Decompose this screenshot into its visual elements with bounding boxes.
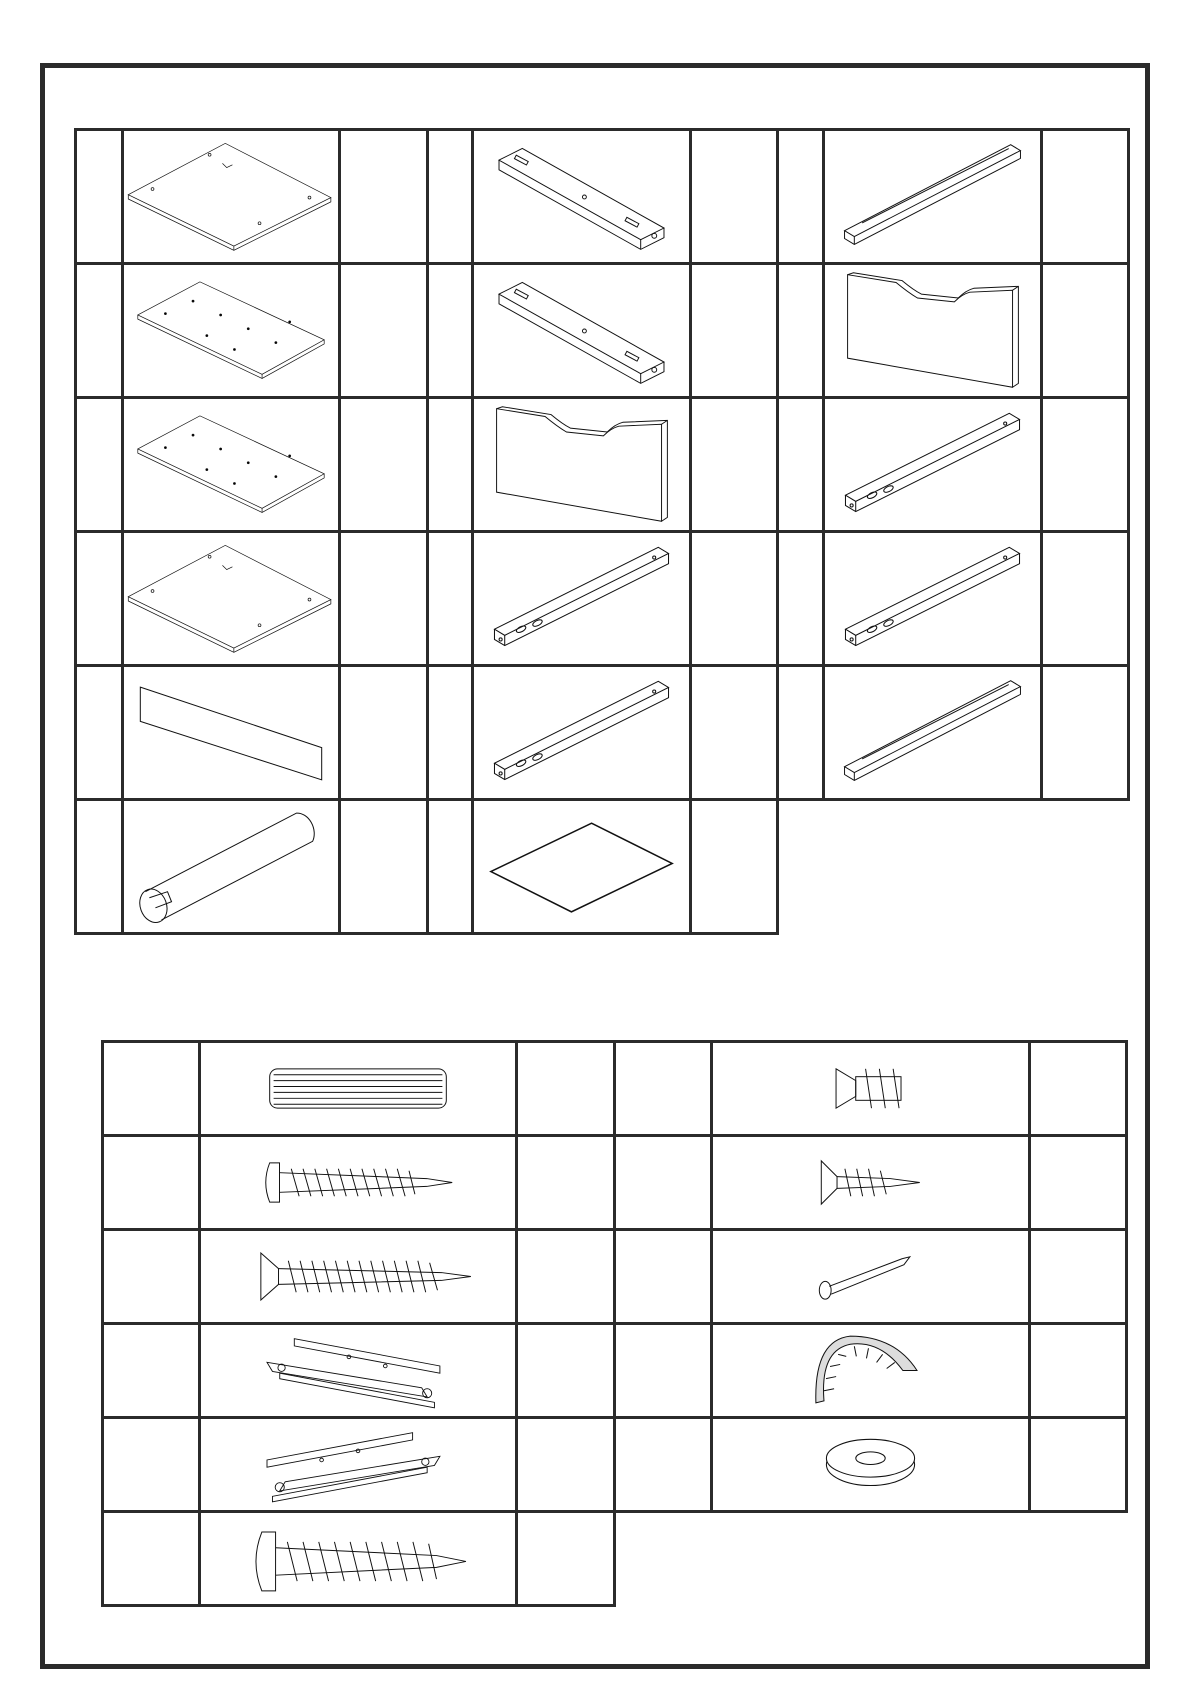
- drawer-slide-right-icon: [200, 1418, 517, 1512]
- part-quantity-cell: [1042, 398, 1129, 532]
- dowel-tube-icon: [123, 800, 340, 934]
- hardware-parts-table: [101, 1040, 1128, 1607]
- part-quantity-cell: [1030, 1042, 1127, 1136]
- part-quantity-cell: [517, 1230, 615, 1324]
- part-label-cell: [615, 1136, 712, 1230]
- part-quantity-cell: [1042, 264, 1129, 398]
- part-label-cell: [778, 264, 824, 398]
- part-quantity-cell: [517, 1042, 615, 1136]
- panel-drilled-board-icon: [123, 398, 340, 532]
- part-label-cell: [76, 532, 123, 666]
- hardware-row: [103, 1042, 1127, 1136]
- part-label-cell: [615, 1324, 712, 1418]
- part-quantity-cell: [691, 398, 778, 532]
- part-quantity-cell: [1042, 666, 1129, 800]
- wooden-dowel-icon: [200, 1042, 517, 1136]
- short-flat-screw-icon: [712, 1136, 1030, 1230]
- part-quantity-cell: [340, 398, 428, 532]
- part-label-cell: [428, 264, 473, 398]
- shelf-with-groove-icon: [824, 130, 1042, 264]
- part-quantity-cell: [691, 800, 778, 934]
- long-flat-screw-icon: [200, 1230, 517, 1324]
- part-quantity-cell: [517, 1512, 615, 1606]
- drawer-side-panel-icon: [824, 398, 1042, 532]
- hardware-row: [103, 1324, 1127, 1418]
- part-label-cell: [103, 1418, 200, 1512]
- part-label-cell: [103, 1230, 200, 1324]
- panel-row: [76, 398, 1129, 532]
- part-quantity-cell: [340, 800, 428, 934]
- part-quantity-cell: [1030, 1324, 1127, 1418]
- empty-cell: [778, 800, 824, 934]
- part-label-cell: [778, 398, 824, 532]
- part-label-cell: [428, 130, 473, 264]
- empty-cell: [615, 1512, 712, 1606]
- part-quantity-cell: [691, 532, 778, 666]
- part-label-cell: [76, 800, 123, 934]
- drawer-slide-left-icon: [200, 1324, 517, 1418]
- panel-parts-table: [74, 128, 1130, 935]
- part-quantity-cell: [340, 666, 428, 800]
- empty-cell: [1030, 1512, 1127, 1606]
- hardware-row: [103, 1418, 1127, 1512]
- panel-drilled-board-icon: [123, 264, 340, 398]
- pan-head-screw-icon: [200, 1136, 517, 1230]
- safety-strap-icon: [712, 1324, 1030, 1418]
- part-quantity-cell: [340, 532, 428, 666]
- drawer-front-with-handle-cutout-icon: [473, 398, 691, 532]
- part-quantity-cell: [1042, 130, 1129, 264]
- thin-board-icon: [473, 800, 691, 934]
- part-label-cell: [778, 532, 824, 666]
- empty-cell: [712, 1512, 1030, 1606]
- drawer-front-with-handle-cutout-icon: [824, 264, 1042, 398]
- hardware-row: [103, 1512, 1127, 1606]
- part-label-cell: [615, 1042, 712, 1136]
- part-label-cell: [428, 532, 473, 666]
- empty-cell: [824, 800, 1042, 934]
- part-quantity-cell: [517, 1418, 615, 1512]
- part-label-cell: [103, 1324, 200, 1418]
- panel-top-board-icon: [123, 130, 340, 264]
- part-label-cell: [76, 398, 123, 532]
- panel-row: [76, 264, 1129, 398]
- part-quantity-cell: [1030, 1418, 1127, 1512]
- panel-bottom-board-icon: [123, 532, 340, 666]
- part-label-cell: [778, 666, 824, 800]
- part-label-cell: [615, 1418, 712, 1512]
- part-quantity-cell: [1030, 1136, 1127, 1230]
- shelf-with-groove-icon: [824, 666, 1042, 800]
- part-quantity-cell: [691, 264, 778, 398]
- cam-bolt-icon: [712, 1042, 1030, 1136]
- part-label-cell: [103, 1042, 200, 1136]
- part-quantity-cell: [340, 264, 428, 398]
- drawer-side-panel-icon: [473, 532, 691, 666]
- part-label-cell: [428, 398, 473, 532]
- part-label-cell: [76, 130, 123, 264]
- part-label-cell: [76, 264, 123, 398]
- part-quantity-cell: [517, 1324, 615, 1418]
- hardware-row: [103, 1230, 1127, 1324]
- part-quantity-cell: [517, 1136, 615, 1230]
- rail-with-slots-icon: [473, 130, 691, 264]
- part-label-cell: [615, 1230, 712, 1324]
- part-label-cell: [103, 1512, 200, 1606]
- hardware-row: [103, 1136, 1127, 1230]
- panel-row: [76, 800, 1129, 934]
- part-quantity-cell: [1042, 532, 1129, 666]
- part-label-cell: [778, 130, 824, 264]
- large-pan-head-screw-icon: [200, 1512, 517, 1606]
- rail-with-slots-icon: [473, 264, 691, 398]
- washer-icon: [712, 1418, 1030, 1512]
- part-quantity-cell: [691, 130, 778, 264]
- panel-row: [76, 666, 1129, 800]
- drawer-side-panel-icon: [824, 532, 1042, 666]
- part-quantity-cell: [340, 130, 428, 264]
- part-label-cell: [103, 1136, 200, 1230]
- empty-cell: [1042, 800, 1129, 934]
- part-quantity-cell: [691, 666, 778, 800]
- back-panel-icon: [123, 666, 340, 800]
- panel-row: [76, 532, 1129, 666]
- nail-icon: [712, 1230, 1030, 1324]
- part-label-cell: [76, 666, 123, 800]
- part-label-cell: [428, 800, 473, 934]
- part-quantity-cell: [1030, 1230, 1127, 1324]
- panel-row: [76, 130, 1129, 264]
- drawer-side-panel-icon: [473, 666, 691, 800]
- part-label-cell: [428, 666, 473, 800]
